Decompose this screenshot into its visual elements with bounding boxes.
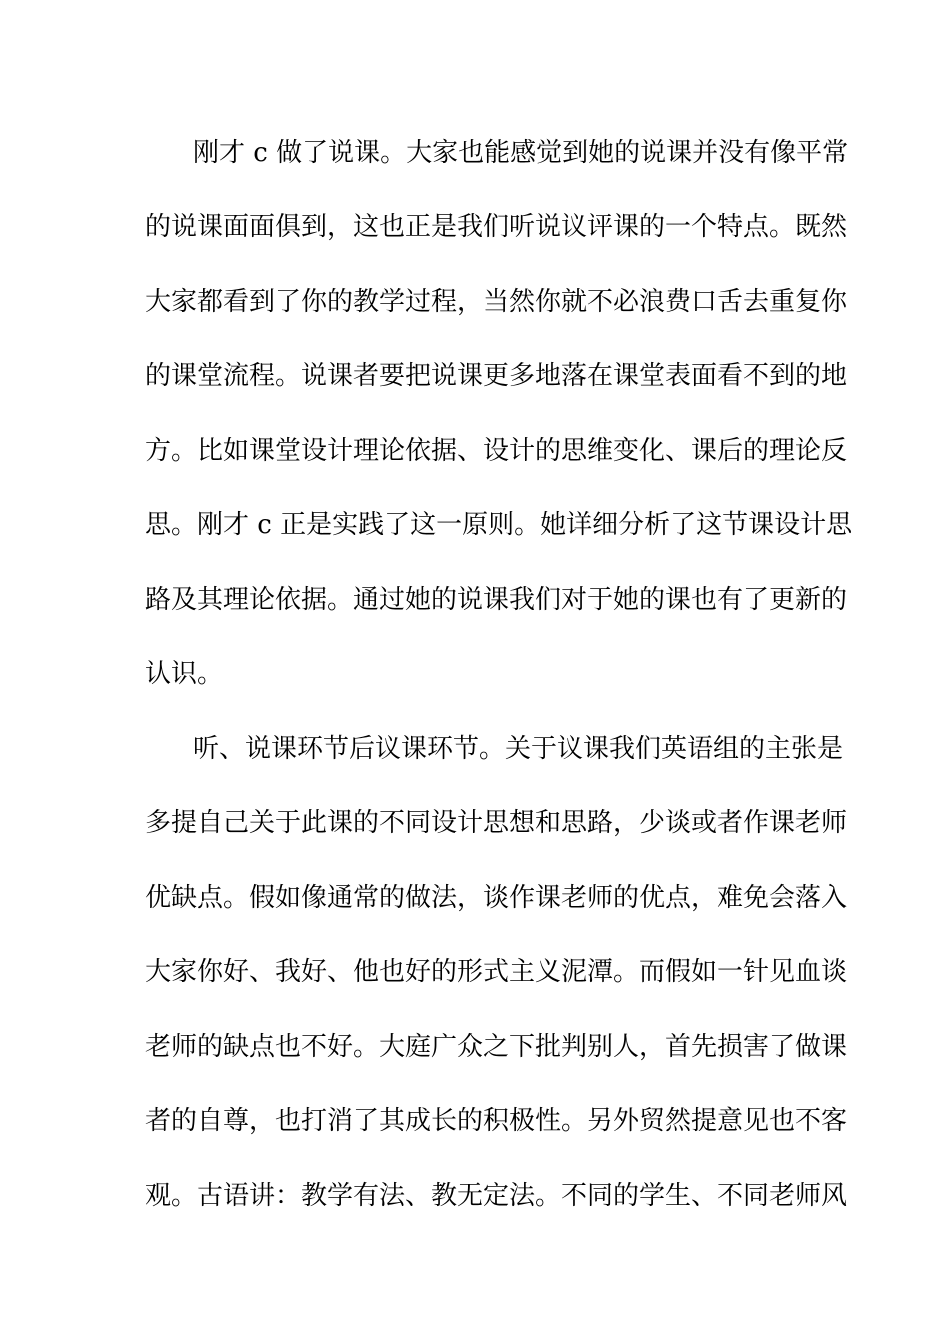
paragraph-2-line-7: 观。古语讲：教学有法、教无定法。不同的学生、不同老师风 [145,1181,848,1211]
paragraph-1-line-5: 方。比如课堂设计理论依据、设计的思维变化、课后的理论反 [145,436,848,466]
paragraph-2-line-2: 多提自己关于此课的不同设计思想和思路，少谈或者作课老师 [145,808,848,838]
paragraph-1-line-1: 刚才 c 做了说课。大家也能感觉到她的说课并没有像平常 [193,138,849,168]
paragraph-1-line-2: 的说课面面俱到，这也正是我们听说议评课的一个特点。既然 [145,212,848,242]
paragraph-1-line-3: 大家都看到了你的教学过程，当然你就不必浪费口舌去重复你 [145,287,848,317]
paragraph-1-line-4: 的课堂流程。说课者要把说课更多地落在课堂表面看不到的地 [145,361,848,391]
paragraph-2-line-3: 优缺点。假如像通常的做法，谈作课老师的优点，难免会落入 [145,883,848,913]
paragraph-1-line-7: 路及其理论依据。通过她的说课我们对于她的课也有了更新的 [145,585,848,615]
paragraph-1-line-6: 思。刚才 c 正是实践了这一原则。她详细分析了这节课设计思 [145,510,853,540]
paragraph-2-line-5: 老师的缺点也不好。大庭广众之下批判别人，首先损害了做课 [145,1032,848,1062]
paragraph-2-line-6: 者的自尊，也打消了其成长的积极性。另外贸然提意见也不客 [145,1106,848,1136]
paragraph-1-line-8: 认识。 [145,659,224,689]
paragraph-2-line-1: 听、说课环节后议课环节。关于议课我们英语组的主张是 [193,734,844,764]
paragraph-2-line-4: 大家你好、我好、他也好的形式主义泥潭。而假如一针见血谈 [145,957,848,987]
